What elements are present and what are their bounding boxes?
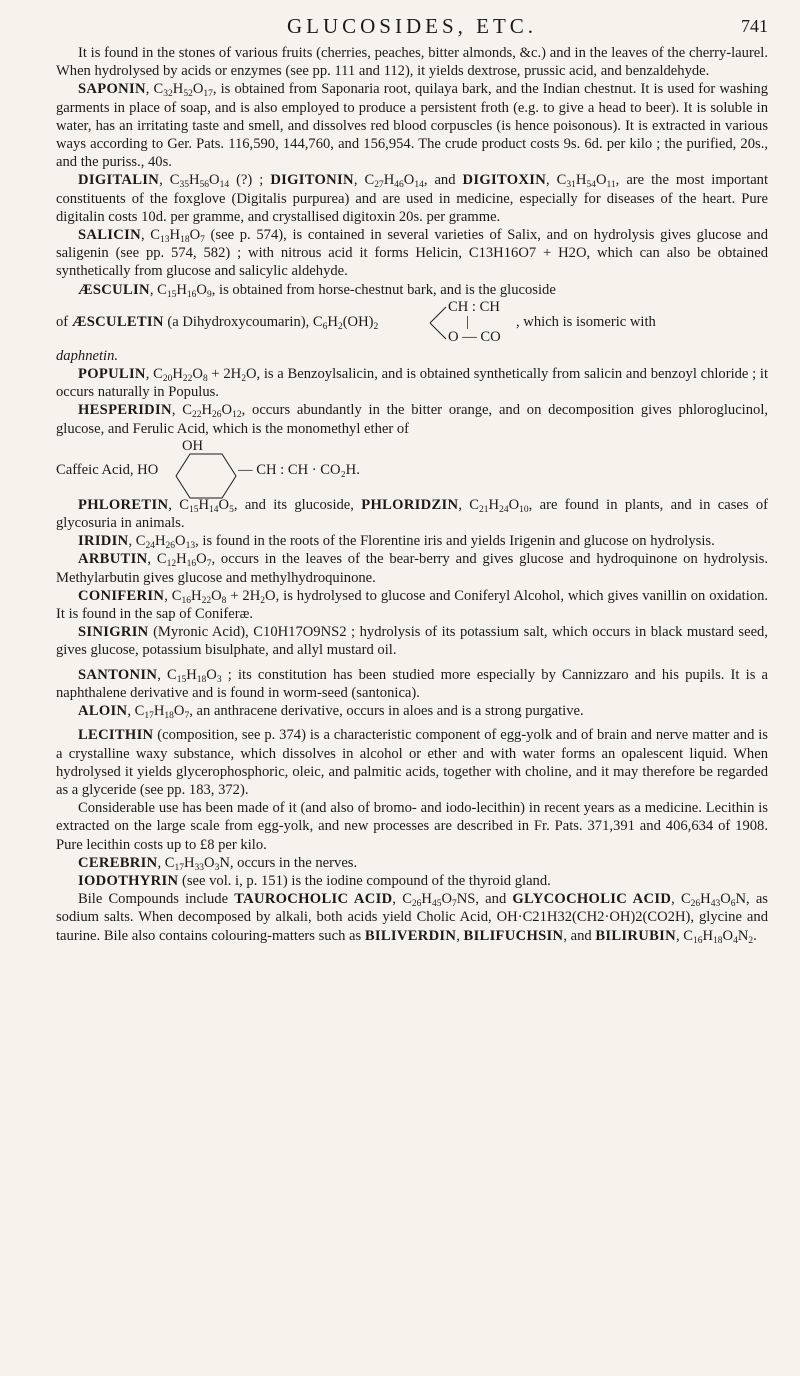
benzene-ring — [176, 452, 236, 502]
paragraph-salicin: SALICIN, $C_{13}H_{18}O_7$ (see p. 574), is contained in several varieties of Salix, and on hydrolysis gives glucose and saligenin (see pp. 574, 582) ; with nitrous acid it forms Helicin, C13H16O7 + H2O, which can also be obtained synthetically from glucose and salicylic aldehyde. — [56, 227, 768, 280]
compound-name: SINIGRIN — [78, 624, 149, 641]
compound-name: PHLORETIN — [78, 496, 169, 513]
page-number: 741 — [741, 16, 768, 36]
paragraph-intro: It is found in the stones of various fruits (cherries, peaches, bitter almonds, &c.) and in the leaves of the cherry-laurel. When hydrolysed by acids or enzymes (see pp. 111 and 112), it yields dextrose, prussic acid, and benzaldehyde. — [56, 45, 768, 80]
compound-name: ALOIN — [78, 703, 128, 720]
paragraph-arbutin: ARBUTIN, $C_{12}H_{16}O_7$, occurs in the leaves of the bear-berry and gives glucose and hydroquinone on hydrolysis. Methylarbutin gives glucose and methylhydroquinone. — [56, 551, 769, 586]
caffeic-acid-structure: OH Caffeic Acid, HO — CH : CH · CO₂H. — [56, 438, 768, 496]
compound-name: DIGITALIN — [78, 172, 160, 189]
paragraph-digitalin: DIGITALIN, $C_{35}H_{56}O_{14}$ (?) ; DIGITONIN, $C_{27}H_{46}O_{14}$, and DIGITOXIN, $C_{31}H_{54}O_{11}$, are the most important constituents of the foxglove (Digitalis purpurea) and are used in medicine, especially for diseases of the heart. Pure digitalin costs 10d. per gramme, and crystallised digitoxin 20s. per gramme. — [56, 172, 769, 225]
compound-name: IODOTHYRIN — [78, 872, 179, 889]
paragraph-iridin: IRIDIN, $C_{24}H_{26}O_{13}$, is found in the roots of the Florentine iris and yields Irigenin and glucose on hydrolysis. — [78, 533, 715, 552]
compound-name: SAPONIN — [78, 81, 146, 98]
aesculetin-structure: of ÆSCULETIN (a Dihydroxycoumarin), $C_6H_2(OH)_2$ CH : CH | O — CO , which is isomeric with — [56, 298, 656, 345]
compound-name: POPULIN — [78, 366, 146, 383]
paragraph-aesculin: ÆSCULIN, $C_{15}H_{16}O_9$, is obtained from horse-chestnut bark, and is the glucoside — [78, 281, 556, 300]
compound-name: SANTONIN — [78, 666, 158, 683]
compound-name: SALICIN — [78, 227, 141, 244]
compound-name: HESPERIDIN — [78, 402, 172, 419]
paragraph-cerebrin: CEREBRIN, $C_{17}H_{33}O_3N$, occurs in the nerves. — [78, 854, 358, 873]
paragraph-santonin: SANTONIN, $C_{15}H_{18}O_3$ ; its constitution has been studied more especially by Cannizzaro and his pupils. It is a naphthalene derivative and is found in worm-seed (santonica). — [56, 666, 769, 701]
compound-name: CEREBRIN — [78, 854, 158, 871]
paragraph-lecithin: LECITHIN (composition, see p. 374) is a characteristic component of egg-yolk and of brain and nerve matter and is a crystalline waxy substance, which dissolves in alcohol or ether and with water forms an opalescent liquid. When hydrolysed it yields glycerophosphoric, oleic, and palmitic acids, together with choline, and it may therefore be regarded as a glyceride (see pp. 183, 372). — [56, 727, 768, 798]
compound-name: IRIDIN — [78, 533, 129, 550]
compound-name: ARBUTIN — [78, 551, 148, 568]
paragraph-bile: Bile Compounds include TAUROCHOLIC ACID, $C_{26}H_{45}O_7NS$, and GLYCOCHOLIC ACID, $C_{26}H_{43}O_6N$, as sodium salts. When decomposed by alkali, both acids yield Cholic Acid, OH·C21H32(CH2·OH)2(CO2H), glycine and taurine. Bile also contains colouring-matters such as BILIVERDIN, BILIFUCHSIN, and BILIRUBIN, $C_{16}H_{18}O_4N_2$. — [56, 891, 768, 946]
compound-name: DIGITOXIN — [462, 172, 547, 189]
compound-name: BILIRUBIN — [595, 927, 676, 944]
compound-name: BILIVERDIN — [364, 927, 457, 944]
paragraph-saponin: SAPONIN, $C_{32}H_{52}O_{17}$, is obtained from Saponaria root, quilaya bark, and the Indian chestnut. It is used for washing garments in place of soap, and is also employed to produce a persistent froth (e.g. to give a head to beer). It is soluble in water, has an irritating taste and smell, and dissolves red blood corpuscles (is hence poisonous). It is extracted in various ways according to Ger. Pats. 116,590, 144,760, and 156,954. The crude product costs 9s. 6d. per kilo ; the purified, 20s., and the puriss., 40s. — [56, 81, 768, 171]
paragraph-lecithin-use: Considerable use has been made of it (and also of bromo- and iodo-lecithin) in recent years as a medicine. Lecithin is extracted on the large scale from egg-yolk, and new processes are described in Fr. Pats. 371,391 and 406,634 of 1908. Pure lecithin costs up to £8 per kilo. — [56, 800, 768, 853]
daphnetin-line: daphnetin. — [56, 347, 119, 364]
paragraph-populin: POPULIN, $C_{20}H_{22}O_8 + 2H_2O$, is a Benzoylsalicin, and is obtained synthetically from salicin and benzoyl chloride ; it occurs naturally in Populus. — [56, 366, 768, 401]
paragraph-hesperidin: HESPERIDIN, $C_{22}H_{26}O_{12}$, occurs abundantly in the bitter orange, and on decomposition gives phloroglucinol, glucose, and Ferulic Acid, which is the monomethyl ether of — [56, 402, 769, 437]
compound-name: TAUROCHOLIC ACID — [234, 891, 393, 908]
paragraph-phloretin: PHLORETIN, $C_{15}H_{14}O_5$, and its glucoside, PHLORIDZIN, $C_{21}H_{24}O_{10}$, are found in plants, and in cases of glycosuria in animals. — [56, 496, 769, 532]
page-header — [56, 14, 768, 44]
paragraph-coniferin: CONIFERIN, $C_{16}H_{22}O_8 + 2H_2O$, is hydrolysed to glucose and Coniferyl Alcohol, which gives vanillin on oxidation. It is found in the sap of Coniferæ. — [56, 587, 769, 623]
compound-name: ÆSCULETIN — [71, 313, 164, 330]
compound-name: PHLORIDZIN — [361, 496, 459, 513]
compound-name: GLYCOCHOLIC ACID — [512, 891, 672, 908]
paragraph-aloin: ALOIN, $C_{17}H_{18}O_7$, an anthracene derivative, occurs in aloes and is a strong purgative. — [78, 703, 584, 722]
running-title: GLUCOSIDES, ETC. — [286, 14, 538, 38]
compound-name: DIGITONIN — [270, 172, 354, 189]
compound-name: ÆSCULIN — [78, 281, 150, 298]
bracket-bond — [428, 301, 448, 345]
book-page — [56, 14, 768, 945]
compound-name: LECITHIN — [78, 727, 154, 744]
paragraph-sinigrin: SINIGRIN (Myronic Acid), C10H17O9NS2 ; hydrolysis of its potassium salt, which occurs in black mustard seed, gives glucose, potassium bisulphate, and allyl mustard oil. — [56, 624, 769, 659]
compound-name: CONIFERIN — [78, 587, 165, 604]
paragraph-iodothyrin: IODOTHYRIN (see vol. i, p. 151) is the iodine compound of the thyroid gland. — [78, 872, 551, 889]
compound-name: BILIFUCHSIN — [463, 927, 564, 944]
